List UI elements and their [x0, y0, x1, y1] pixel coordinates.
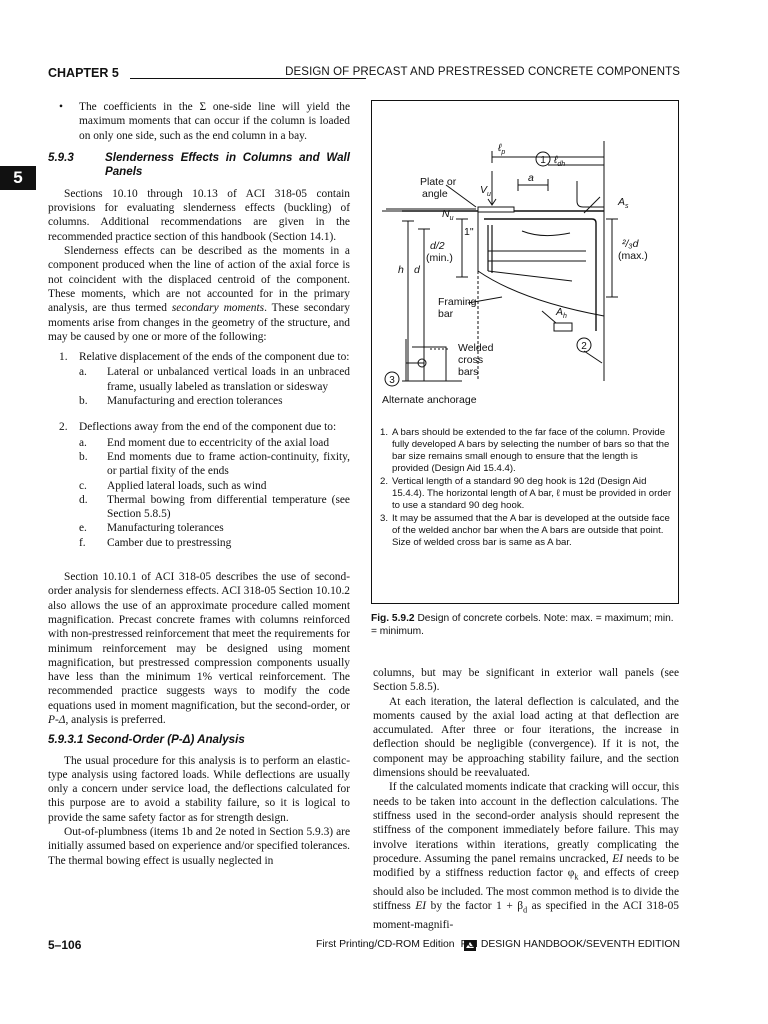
vu-label: $V_u$: [480, 184, 491, 198]
left-column: [48, 100, 350, 868]
note-item: 2. Vertical length of a standard 90 deg hook is 12d (Design Aid 15.4.4). The horizontal length of A bar, ℓ must be provided in order to use a standard 90 deg hook.: [380, 476, 672, 511]
nu-label: $N_u$: [442, 208, 454, 222]
angle-label: angle: [422, 188, 448, 200]
subsection-heading: 5.9.3.1 Second-Order (P-Δ) Analysis: [48, 733, 245, 747]
svg-text:2: 2: [581, 341, 587, 352]
paragraph: If the calculated moments indicate that cracking will occur, this needs to be taken into account in the deflection calculations. The stiffness used in the second-order analysis should represent the stiffness of the component immediately before failure. This may involve iterations within iterations, greatly complicating the procedure. Assuming the panel remains uncracked, EI needs to be modified by a stiffness reduction factor $\varphi_k$ and effects of creep should also be included. The most common method is to divide the stiffness EI by the factor $1 + \beta_d$ as specified in the ACI 318-05 moment-magnifi-: [373, 781, 679, 931]
d2-label: d/2: [430, 240, 445, 252]
book-title: PCI DESIGN HANDBOOK/SEVENTH EDITION: [460, 939, 680, 950]
chapter-label: CHAPTER 5: [48, 66, 119, 80]
sub-list: [79, 436, 350, 550]
paragraph: Sections 10.10 through 10.13 of ACI 318-05 contain provisions for evaluating slenderness effects (buckling) of columns. Additional recommendations are given in the recommended practice section of this handbook (Section 14.1).: [48, 187, 350, 243]
min-label: (min.): [426, 252, 453, 264]
edition-label: First Printing/CD-ROM Edition: [316, 939, 455, 950]
ldh-label: ℓ$_{dh}$: [554, 154, 566, 168]
paragraph: Out-of-plumbness (items 1b and 2e noted in Section 5.9.3) are initially assumed based on experience and/or specified tolerances. The thermal bowing effect is usually neglected in: [48, 826, 350, 867]
bar-label: bar: [438, 308, 454, 320]
page-header: [48, 66, 680, 82]
list-item: 1. Relative displacement of the ends of the component due to: a. Lateral or unbalanced vertical loads in an unbraced frame, usually labeled as translation or sidesway b. Manufacturing and erection tolerances: [59, 351, 350, 408]
paragraph: Section 10.10.1 of ACI 318-05 describes the use of second-order analysis for slenderness effects. ACI 318-05 Section 10.10.2 also allows the use of an approximate procedure called moment magnification. Precast concrete frames with columns reinforced with non-prestressed reinforcement that meet the requirements for minimum reinforcement may be designed using moment magnification, but prestressed compression components usually have less than the minimum 1% vertical reinforcement. The recommended practice suggests ways to modify the code equations used in moment magnification, but the second-order, or P-Δ, analysis is preferred.: [48, 571, 350, 726]
list-item: e. Manufacturing tolerances: [79, 522, 224, 535]
framing-label: Framing: [438, 296, 477, 308]
list-item: a. End moment due to eccentricity of the axial load: [79, 436, 330, 449]
list-item: 2. Deflections away from the end of the component due to: a. End moment due to eccentricity of the axial load b. End moments due to frame action-continuity, fixity, or partial fixity of the ends c. Applied lateral loads, such as wind d. Thermal bowing from differential temperature (see Section 5.8.5) e. Manufacturing tolerances f. Camber due to prestressing: [59, 421, 350, 549]
paragraph: Slenderness effects can be described as the moments in a component produced when the line of action of the axial force is not coincident with the displaced centroid of the component. These moments, which are not accounted for in the primary analysis, are thus termed secondary moments. These secondary moments arise from changes in the geometry of the structure, and may be caused by one or more of the following:: [48, 245, 350, 343]
header-rule: [130, 78, 366, 79]
page-footer: [48, 938, 680, 954]
caption-label: Fig. 5.9.2: [371, 613, 415, 624]
corbel-diagram: [372, 101, 678, 421]
chapter-tab: 5: [0, 166, 36, 190]
list-item: d. Thermal bowing from differential temperature (see Section 5.8.5): [79, 493, 350, 521]
list-item: f. Camber due to prestressing: [79, 536, 232, 549]
bullet-text: The coefficients in the Σ one-side line will yield the maximum moments that can occur if the column is loaded on only one side, such as the end column in a bay.: [79, 101, 350, 142]
lp-label: ℓ$_p$: [498, 142, 506, 156]
note-item: 1. A bars should be extended to the far face of the column. Provide fully developed A bars by selecting the number of bars so that the bar size remains small enough to ensure that the length is provided (Design Aid 15.4.4).: [380, 427, 670, 474]
paragraph: columns, but may be significant in exterior wall panels (see Section 5.8.5).: [373, 667, 679, 694]
list-item: b. End moments due to frame action-continuity, fixity, or partial fixity of the ends: [79, 450, 350, 478]
svg-text:3: 3: [389, 375, 395, 386]
h-label: h: [398, 264, 404, 276]
one-inch-label: 1": [464, 226, 474, 238]
as-label: $A_s$: [618, 196, 629, 210]
chapter-title: DESIGN OF PRECAST AND PRESTRESSED CONCRETE COMPONENTS: [285, 66, 680, 78]
welded-label: Welded: [458, 342, 494, 354]
svg-text:1: 1: [540, 155, 546, 166]
a-label: a: [528, 172, 534, 184]
page-number: 5–106: [48, 938, 82, 952]
right-column: [373, 666, 679, 932]
d-label: d: [414, 264, 420, 276]
list-item: b. Manufacturing and erection tolerances: [79, 395, 283, 408]
figure-box: [371, 100, 679, 604]
paragraph: At each iteration, the lateral deflection is calculated, and the moments caused by the axial load acting at that deflection are accumulated. After three or four iterations, the increase in deflection should be negligible (convergence). If it is not, the component may be approaching stability failure, and the section dimensions should be reevaluated.: [373, 695, 679, 780]
note-item: 3. It may be assumed that the A bar is developed at the outside face of the welded anchor bar when the A bars are outside that point. Size of welded cross bar is same as A bar.: [380, 513, 670, 548]
cross-label: cross: [458, 354, 484, 366]
list-item: a. Lateral or unbalanced vertical loads in an unbraced frame, usually labeled as translation or sidesway: [79, 366, 350, 393]
plate-label: Plate or: [420, 176, 457, 188]
bullet-item: [48, 100, 350, 143]
max-label: (max.): [618, 250, 648, 262]
list-item: c. Applied lateral loads, such as wind: [79, 479, 267, 492]
paragraph: The usual procedure for this analysis is to perform an elastic-type analysis using factored loads. While deflections are usually only a concern under service load, the deflections calculated for this purpose are to avoid a stability failure, so it is logical to provide the same safety factor as for strength design.: [48, 754, 350, 824]
bullet-mark: •: [59, 101, 63, 113]
section-title: Slenderness Effects in Columns and Wall Panels: [105, 150, 350, 178]
section-number: 5.9.3: [48, 150, 74, 164]
section-heading: [48, 151, 350, 179]
two-thirds-label: ²/₃d: [622, 238, 639, 250]
alt-anchorage-label: Alternate anchorage: [382, 394, 477, 406]
ah-label: $A_h$: [556, 306, 567, 320]
figure-caption: [371, 612, 679, 638]
figure-notes: [380, 427, 672, 550]
bars-label: bars: [458, 366, 479, 378]
caption-text: Design of concrete corbels. Note: max. = maximum; min. = minimum.: [371, 613, 674, 637]
cause-list: [48, 350, 350, 550]
sub-list: [79, 365, 350, 408]
